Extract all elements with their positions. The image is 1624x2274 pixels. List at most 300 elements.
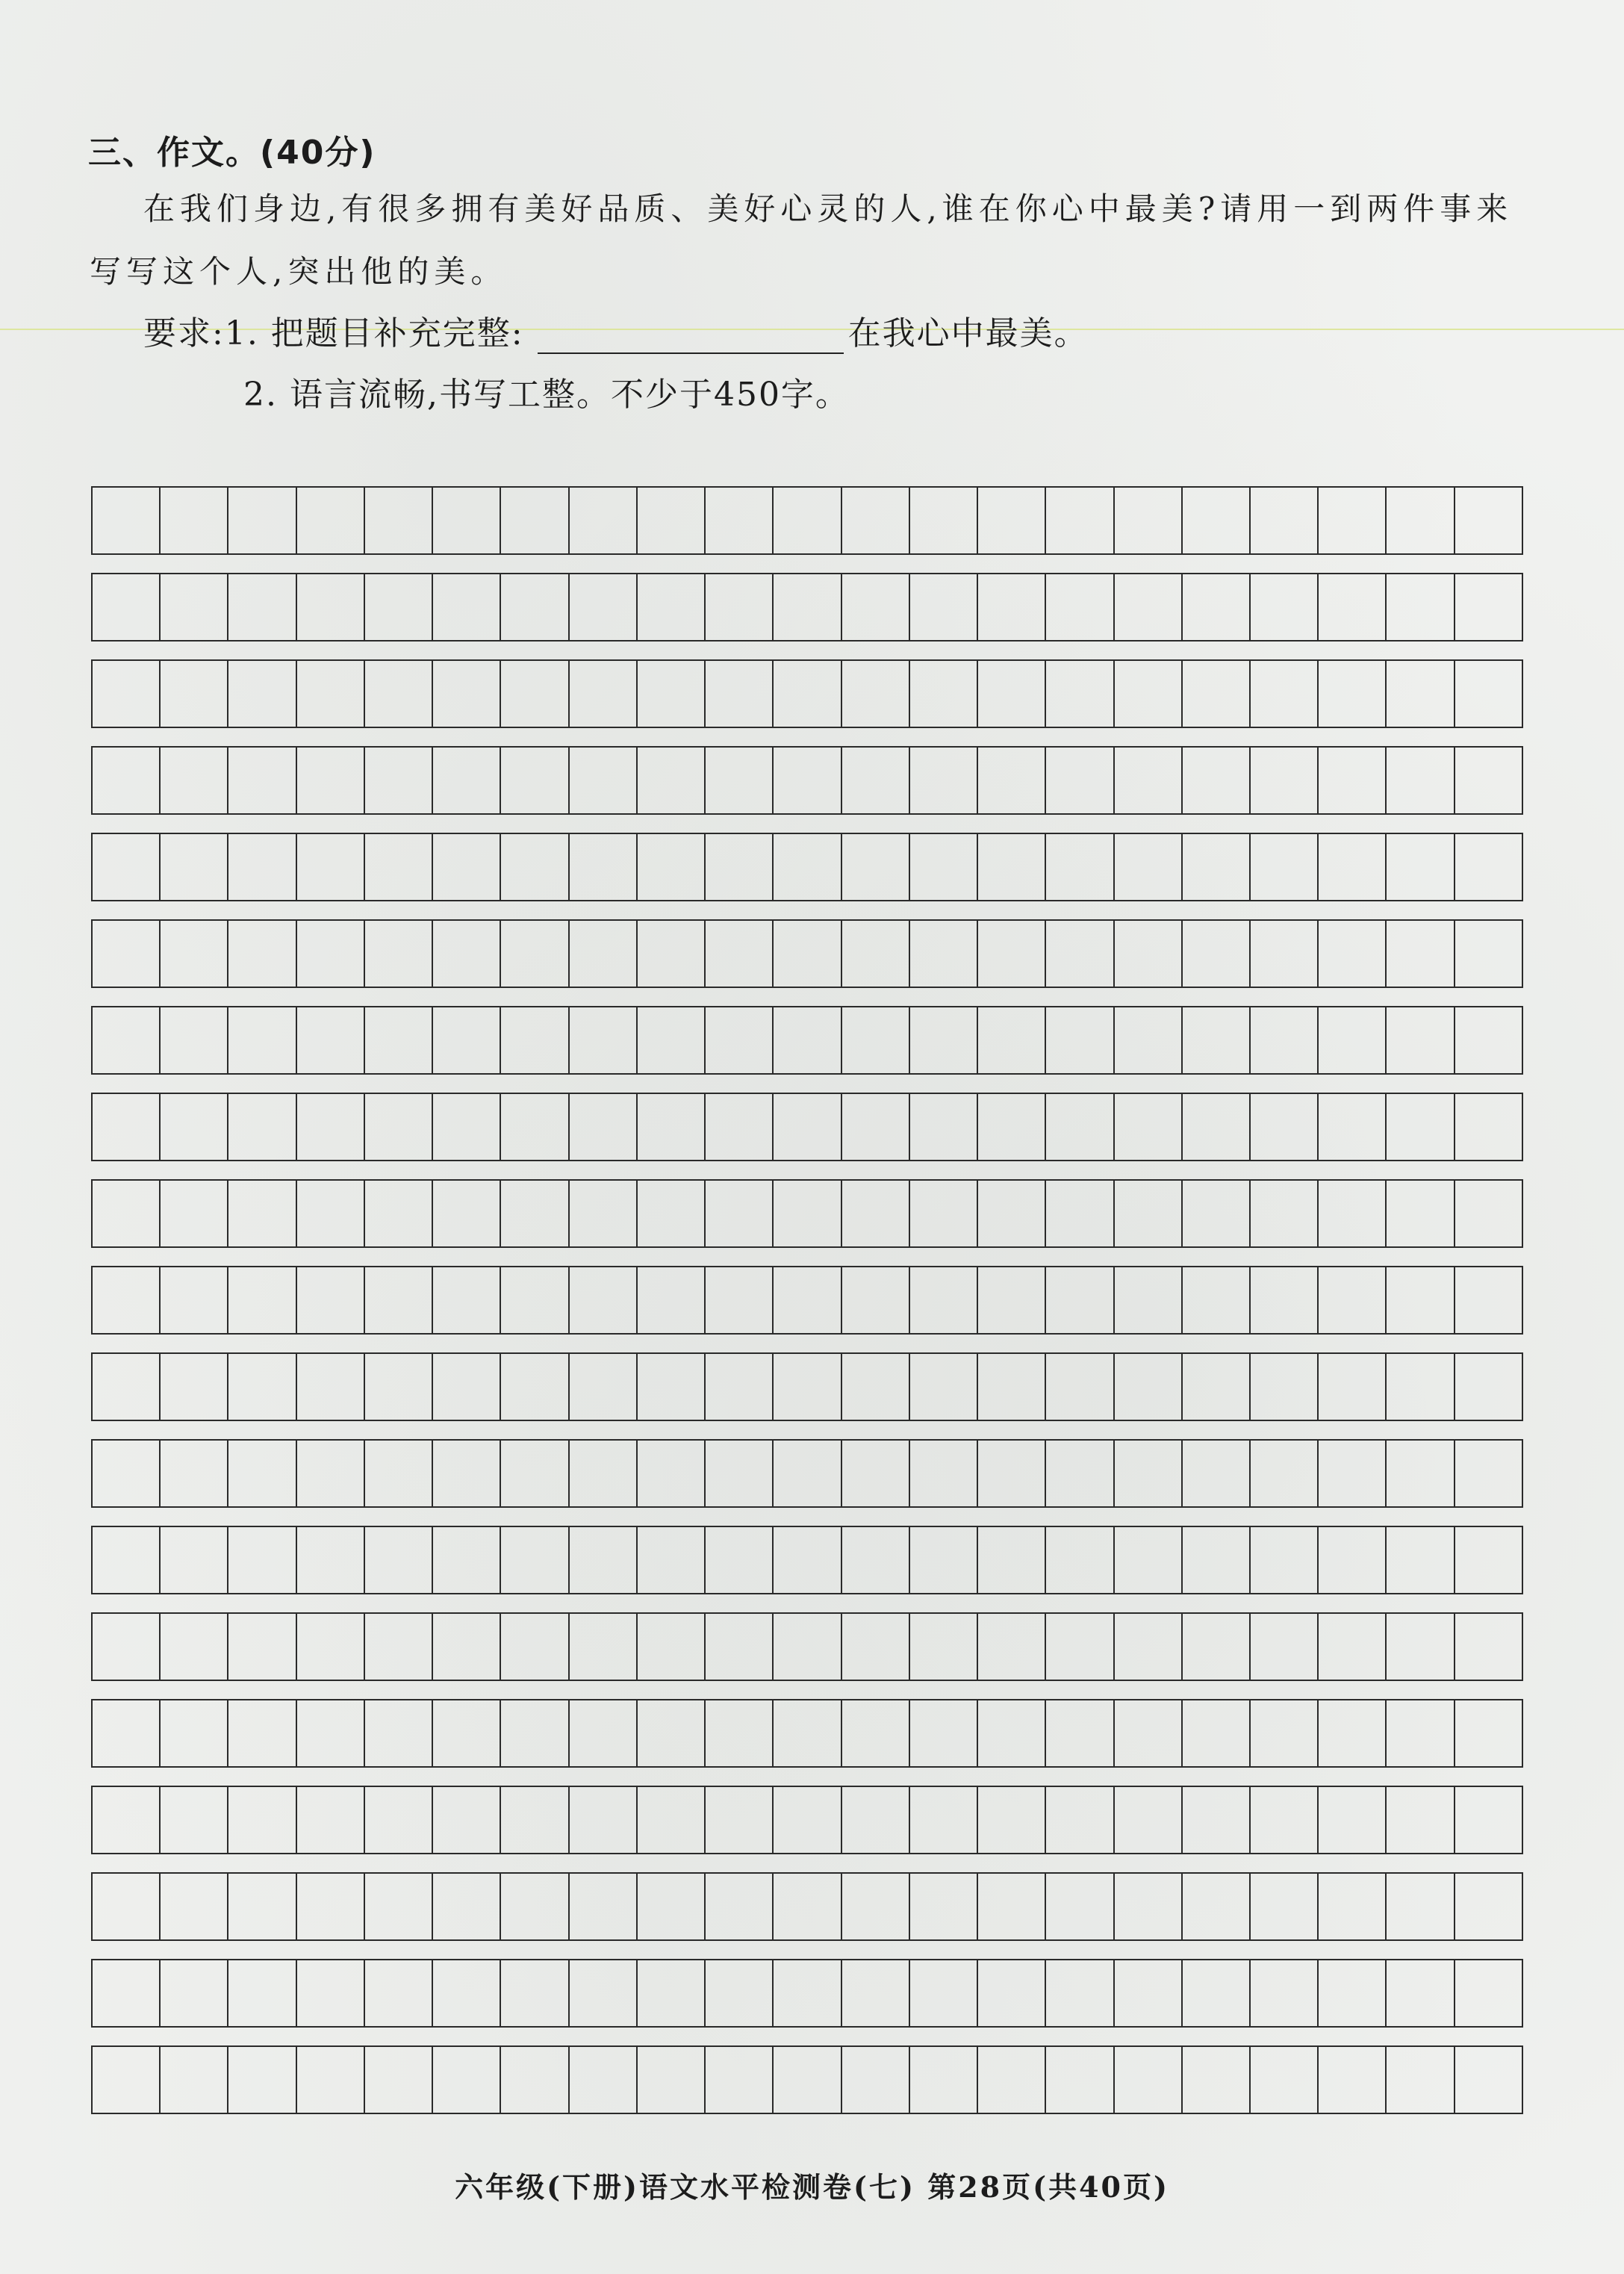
- grid-cell[interactable]: [842, 1094, 910, 1160]
- grid-cell[interactable]: [501, 661, 569, 727]
- grid-cell[interactable]: [1455, 748, 1522, 813]
- grid-cell[interactable]: [93, 834, 161, 900]
- grid-cell[interactable]: [638, 1441, 706, 1506]
- grid-cell[interactable]: [842, 1700, 910, 1766]
- grid-cell[interactable]: [365, 661, 433, 727]
- grid-cell[interactable]: [910, 1960, 978, 2026]
- grid-cell[interactable]: [638, 1614, 706, 1680]
- grid-cell[interactable]: [297, 2047, 365, 2113]
- grid-cell[interactable]: [1455, 1441, 1522, 1506]
- grid-cell[interactable]: [1387, 1527, 1455, 1593]
- grid-cell[interactable]: [1115, 1787, 1183, 1853]
- grid-cell[interactable]: [978, 1787, 1046, 1853]
- grid-cell[interactable]: [842, 1181, 910, 1246]
- grid-cell[interactable]: [706, 661, 774, 727]
- grid-cell[interactable]: [433, 2047, 501, 2113]
- grid-cell[interactable]: [638, 1354, 706, 1420]
- grid-cell[interactable]: [706, 488, 774, 553]
- grid-cell[interactable]: [161, 1007, 228, 1073]
- grid-cell[interactable]: [774, 661, 841, 727]
- grid-cell[interactable]: [774, 1354, 841, 1420]
- grid-cell[interactable]: [161, 661, 228, 727]
- grid-cell[interactable]: [1046, 1787, 1114, 1853]
- grid-cell[interactable]: [1455, 1787, 1522, 1853]
- grid-cell[interactable]: [1183, 1181, 1251, 1246]
- grid-cell[interactable]: [842, 2047, 910, 2113]
- grid-cell[interactable]: [1046, 1700, 1114, 1766]
- grid-cell[interactable]: [1046, 1527, 1114, 1593]
- grid-cell[interactable]: [1387, 1441, 1455, 1506]
- grid-cell[interactable]: [706, 1267, 774, 1333]
- grid-cell[interactable]: [93, 574, 161, 640]
- grid-cell[interactable]: [774, 1181, 841, 1246]
- grid-cell[interactable]: [638, 1267, 706, 1333]
- grid-cell[interactable]: [978, 1441, 1046, 1506]
- grid-cell[interactable]: [570, 488, 638, 553]
- grid-cell[interactable]: [570, 1441, 638, 1506]
- grid-cell[interactable]: [1387, 661, 1455, 727]
- grid-cell[interactable]: [228, 1007, 296, 1073]
- grid-cell[interactable]: [297, 1354, 365, 1420]
- grid-cell[interactable]: [501, 1094, 569, 1160]
- grid-cell[interactable]: [297, 1874, 365, 1939]
- grid-cell[interactable]: [1319, 1007, 1387, 1073]
- grid-cell[interactable]: [1046, 1007, 1114, 1073]
- grid-cell[interactable]: [161, 834, 228, 900]
- writing-grid[interactable]: [91, 486, 1523, 2132]
- grid-cell[interactable]: [1319, 1527, 1387, 1593]
- grid-cell[interactable]: [910, 1874, 978, 1939]
- grid-cell[interactable]: [1115, 2047, 1183, 2113]
- grid-cell[interactable]: [910, 1181, 978, 1246]
- grid-cell[interactable]: [1115, 574, 1183, 640]
- grid-cell[interactable]: [297, 661, 365, 727]
- grid-cell[interactable]: [1183, 1441, 1251, 1506]
- grid-cell[interactable]: [1115, 921, 1183, 987]
- grid-cell[interactable]: [228, 834, 296, 900]
- grid-cell[interactable]: [910, 1787, 978, 1853]
- grid-cell[interactable]: [1251, 574, 1319, 640]
- grid-cell[interactable]: [1251, 2047, 1319, 2113]
- grid-cell[interactable]: [1251, 1007, 1319, 1073]
- grid-cell[interactable]: [842, 1007, 910, 1073]
- grid-cell[interactable]: [706, 1614, 774, 1680]
- grid-cell[interactable]: [228, 1441, 296, 1506]
- grid-cell[interactable]: [161, 748, 228, 813]
- grid-cell[interactable]: [1251, 488, 1319, 553]
- grid-cell[interactable]: [774, 1007, 841, 1073]
- grid-cell[interactable]: [774, 1614, 841, 1680]
- grid-cell[interactable]: [501, 1700, 569, 1766]
- grid-cell[interactable]: [228, 1874, 296, 1939]
- grid-cell[interactable]: [161, 2047, 228, 2113]
- grid-cell[interactable]: [365, 1874, 433, 1939]
- grid-cell[interactable]: [1046, 748, 1114, 813]
- grid-cell[interactable]: [1251, 834, 1319, 900]
- grid-cell[interactable]: [570, 748, 638, 813]
- grid-cell[interactable]: [1387, 1614, 1455, 1680]
- grid-cell[interactable]: [570, 1787, 638, 1853]
- grid-cell[interactable]: [228, 748, 296, 813]
- grid-cell[interactable]: [297, 1441, 365, 1506]
- grid-cell[interactable]: [638, 1960, 706, 2026]
- grid-cell[interactable]: [433, 1874, 501, 1939]
- grid-cell[interactable]: [1455, 1181, 1522, 1246]
- grid-cell[interactable]: [1183, 748, 1251, 813]
- grid-cell[interactable]: [774, 488, 841, 553]
- grid-cell[interactable]: [1387, 748, 1455, 813]
- grid-cell[interactable]: [910, 748, 978, 813]
- grid-cell[interactable]: [161, 1441, 228, 1506]
- grid-cell[interactable]: [1183, 1354, 1251, 1420]
- grid-cell[interactable]: [228, 488, 296, 553]
- grid-cell[interactable]: [433, 1700, 501, 1766]
- grid-cell[interactable]: [228, 574, 296, 640]
- grid-cell[interactable]: [570, 1007, 638, 1073]
- grid-cell[interactable]: [638, 661, 706, 727]
- grid-cell[interactable]: [570, 1874, 638, 1939]
- grid-cell[interactable]: [297, 748, 365, 813]
- grid-cell[interactable]: [1115, 1094, 1183, 1160]
- grid-cell[interactable]: [297, 834, 365, 900]
- grid-cell[interactable]: [1319, 661, 1387, 727]
- grid-cell[interactable]: [1387, 1094, 1455, 1160]
- grid-cell[interactable]: [1115, 1527, 1183, 1593]
- grid-cell[interactable]: [774, 1874, 841, 1939]
- grid-cell[interactable]: [1387, 2047, 1455, 2113]
- grid-cell[interactable]: [1455, 1007, 1522, 1073]
- grid-cell[interactable]: [161, 1960, 228, 2026]
- grid-cell[interactable]: [1455, 1527, 1522, 1593]
- grid-cell[interactable]: [93, 748, 161, 813]
- grid-cell[interactable]: [501, 921, 569, 987]
- grid-cell[interactable]: [1319, 921, 1387, 987]
- grid-cell[interactable]: [638, 921, 706, 987]
- grid-cell[interactable]: [1455, 1960, 1522, 2026]
- grid-cell[interactable]: [842, 1874, 910, 1939]
- grid-cell[interactable]: [638, 1181, 706, 1246]
- grid-cell[interactable]: [978, 1181, 1046, 1246]
- grid-cell[interactable]: [638, 574, 706, 640]
- grid-cell[interactable]: [842, 834, 910, 900]
- grid-cell[interactable]: [228, 1700, 296, 1766]
- grid-cell[interactable]: [842, 1267, 910, 1333]
- grid-cell[interactable]: [910, 1094, 978, 1160]
- grid-cell[interactable]: [978, 1960, 1046, 2026]
- grid-cell[interactable]: [706, 1094, 774, 1160]
- grid-cell[interactable]: [297, 1700, 365, 1766]
- grid-cell[interactable]: [297, 1787, 365, 1853]
- grid-cell[interactable]: [1251, 1181, 1319, 1246]
- grid-cell[interactable]: [501, 1007, 569, 1073]
- grid-cell[interactable]: [93, 921, 161, 987]
- grid-cell[interactable]: [638, 2047, 706, 2113]
- grid-cell[interactable]: [1183, 1007, 1251, 1073]
- grid-cell[interactable]: [1387, 1960, 1455, 2026]
- grid-cell[interactable]: [1319, 488, 1387, 553]
- grid-cell[interactable]: [842, 1614, 910, 1680]
- grid-cell[interactable]: [706, 1007, 774, 1073]
- grid-cell[interactable]: [978, 1614, 1046, 1680]
- grid-cell[interactable]: [1046, 488, 1114, 553]
- grid-cell[interactable]: [1455, 1354, 1522, 1420]
- grid-cell[interactable]: [433, 1787, 501, 1853]
- grid-cell[interactable]: [501, 574, 569, 640]
- grid-cell[interactable]: [1455, 1874, 1522, 1939]
- grid-cell[interactable]: [774, 1787, 841, 1853]
- grid-cell[interactable]: [842, 1354, 910, 1420]
- grid-cell[interactable]: [1319, 1700, 1387, 1766]
- grid-cell[interactable]: [842, 1441, 910, 1506]
- grid-cell[interactable]: [297, 574, 365, 640]
- grid-cell[interactable]: [1319, 1181, 1387, 1246]
- grid-cell[interactable]: [501, 1960, 569, 2026]
- grid-cell[interactable]: [433, 834, 501, 900]
- grid-cell[interactable]: [501, 1181, 569, 1246]
- grid-cell[interactable]: [1183, 2047, 1251, 2113]
- grid-cell[interactable]: [1183, 834, 1251, 900]
- grid-cell[interactable]: [1183, 1700, 1251, 1766]
- grid-cell[interactable]: [228, 1614, 296, 1680]
- grid-cell[interactable]: [501, 748, 569, 813]
- grid-cell[interactable]: [1455, 2047, 1522, 2113]
- grid-cell[interactable]: [1387, 1874, 1455, 1939]
- grid-cell[interactable]: [842, 921, 910, 987]
- grid-cell[interactable]: [1387, 921, 1455, 987]
- grid-cell[interactable]: [570, 1960, 638, 2026]
- grid-cell[interactable]: [1115, 488, 1183, 553]
- grid-cell[interactable]: [161, 1094, 228, 1160]
- grid-cell[interactable]: [842, 488, 910, 553]
- grid-cell[interactable]: [638, 748, 706, 813]
- grid-cell[interactable]: [570, 1181, 638, 1246]
- grid-cell[interactable]: [93, 1614, 161, 1680]
- grid-cell[interactable]: [1251, 1787, 1319, 1853]
- grid-cell[interactable]: [978, 748, 1046, 813]
- grid-cell[interactable]: [706, 1181, 774, 1246]
- grid-cell[interactable]: [774, 574, 841, 640]
- grid-cell[interactable]: [93, 1007, 161, 1073]
- grid-cell[interactable]: [501, 1874, 569, 1939]
- grid-cell[interactable]: [1115, 1267, 1183, 1333]
- grid-cell[interactable]: [1387, 488, 1455, 553]
- grid-cell[interactable]: [1319, 2047, 1387, 2113]
- grid-cell[interactable]: [1183, 1267, 1251, 1333]
- grid-cell[interactable]: [1046, 1874, 1114, 1939]
- grid-cell[interactable]: [297, 1614, 365, 1680]
- grid-cell[interactable]: [978, 661, 1046, 727]
- grid-cell[interactable]: [706, 1354, 774, 1420]
- grid-cell[interactable]: [501, 1787, 569, 1853]
- grid-cell[interactable]: [433, 1354, 501, 1420]
- grid-cell[interactable]: [774, 1094, 841, 1160]
- grid-cell[interactable]: [93, 2047, 161, 2113]
- grid-cell[interactable]: [1319, 1960, 1387, 2026]
- grid-cell[interactable]: [1455, 574, 1522, 640]
- grid-cell[interactable]: [1115, 1441, 1183, 1506]
- grid-cell[interactable]: [638, 488, 706, 553]
- grid-cell[interactable]: [978, 834, 1046, 900]
- grid-cell[interactable]: [638, 1700, 706, 1766]
- grid-cell[interactable]: [1251, 1527, 1319, 1593]
- grid-cell[interactable]: [1115, 1181, 1183, 1246]
- grid-cell[interactable]: [93, 661, 161, 727]
- grid-cell[interactable]: [1455, 1700, 1522, 1766]
- grid-cell[interactable]: [1046, 1181, 1114, 1246]
- grid-cell[interactable]: [774, 1960, 841, 2026]
- grid-cell[interactable]: [1319, 1787, 1387, 1853]
- grid-cell[interactable]: [1115, 1700, 1183, 1766]
- grid-cell[interactable]: [1115, 1960, 1183, 2026]
- grid-cell[interactable]: [93, 1267, 161, 1333]
- grid-cell[interactable]: [297, 1181, 365, 1246]
- grid-cell[interactable]: [910, 1007, 978, 1073]
- grid-cell[interactable]: [1387, 1700, 1455, 1766]
- grid-cell[interactable]: [1046, 1094, 1114, 1160]
- grid-cell[interactable]: [978, 1527, 1046, 1593]
- grid-cell[interactable]: [1319, 1441, 1387, 1506]
- grid-cell[interactable]: [433, 661, 501, 727]
- grid-cell[interactable]: [365, 2047, 433, 2113]
- grid-cell[interactable]: [1251, 1700, 1319, 1766]
- grid-cell[interactable]: [1319, 1354, 1387, 1420]
- grid-cell[interactable]: [1183, 1614, 1251, 1680]
- grid-cell[interactable]: [910, 1700, 978, 1766]
- grid-cell[interactable]: [161, 1527, 228, 1593]
- grid-cell[interactable]: [365, 1007, 433, 1073]
- grid-cell[interactable]: [978, 921, 1046, 987]
- grid-cell[interactable]: [1183, 1874, 1251, 1939]
- grid-cell[interactable]: [910, 661, 978, 727]
- grid-cell[interactable]: [1115, 834, 1183, 900]
- grid-cell[interactable]: [501, 1614, 569, 1680]
- grid-cell[interactable]: [1455, 488, 1522, 553]
- grid-cell[interactable]: [910, 574, 978, 640]
- grid-cell[interactable]: [433, 1527, 501, 1593]
- grid-cell[interactable]: [774, 2047, 841, 2113]
- grid-cell[interactable]: [297, 488, 365, 553]
- grid-cell[interactable]: [1251, 921, 1319, 987]
- grid-cell[interactable]: [774, 748, 841, 813]
- grid-cell[interactable]: [93, 1354, 161, 1420]
- grid-cell[interactable]: [501, 1267, 569, 1333]
- grid-cell[interactable]: [638, 1094, 706, 1160]
- grid-cell[interactable]: [910, 1354, 978, 1420]
- grid-cell[interactable]: [228, 1787, 296, 1853]
- grid-cell[interactable]: [1046, 834, 1114, 900]
- grid-cell[interactable]: [1115, 1354, 1183, 1420]
- grid-cell[interactable]: [1115, 1874, 1183, 1939]
- grid-cell[interactable]: [161, 1614, 228, 1680]
- grid-cell[interactable]: [638, 1007, 706, 1073]
- grid-cell[interactable]: [910, 921, 978, 987]
- grid-cell[interactable]: [365, 1527, 433, 1593]
- grid-cell[interactable]: [365, 488, 433, 553]
- grid-cell[interactable]: [161, 1700, 228, 1766]
- grid-cell[interactable]: [1251, 1441, 1319, 1506]
- grid-cell[interactable]: [910, 1441, 978, 1506]
- grid-cell[interactable]: [228, 1181, 296, 1246]
- grid-cell[interactable]: [1319, 834, 1387, 900]
- grid-cell[interactable]: [774, 1267, 841, 1333]
- grid-cell[interactable]: [842, 1527, 910, 1593]
- grid-cell[interactable]: [433, 1267, 501, 1333]
- grid-cell[interactable]: [1251, 661, 1319, 727]
- grid-cell[interactable]: [1319, 1874, 1387, 1939]
- grid-cell[interactable]: [1455, 921, 1522, 987]
- grid-cell[interactable]: [706, 1960, 774, 2026]
- grid-cell[interactable]: [501, 2047, 569, 2113]
- grid-cell[interactable]: [1046, 1441, 1114, 1506]
- grid-cell[interactable]: [638, 1874, 706, 1939]
- grid-cell[interactable]: [93, 1527, 161, 1593]
- grid-cell[interactable]: [978, 1700, 1046, 1766]
- grid-cell[interactable]: [706, 1700, 774, 1766]
- grid-cell[interactable]: [1046, 1354, 1114, 1420]
- grid-cell[interactable]: [1046, 661, 1114, 727]
- grid-cell[interactable]: [433, 1181, 501, 1246]
- grid-cell[interactable]: [1046, 1267, 1114, 1333]
- grid-cell[interactable]: [638, 834, 706, 900]
- grid-cell[interactable]: [1387, 1787, 1455, 1853]
- grid-cell[interactable]: [1455, 834, 1522, 900]
- grid-cell[interactable]: [365, 921, 433, 987]
- grid-cell[interactable]: [570, 1267, 638, 1333]
- grid-cell[interactable]: [365, 1354, 433, 1420]
- grid-cell[interactable]: [638, 1787, 706, 1853]
- grid-cell[interactable]: [433, 574, 501, 640]
- grid-cell[interactable]: [1251, 1094, 1319, 1160]
- grid-cell[interactable]: [570, 1700, 638, 1766]
- grid-cell[interactable]: [433, 1960, 501, 2026]
- grid-cell[interactable]: [365, 574, 433, 640]
- grid-cell[interactable]: [978, 2047, 1046, 2113]
- grid-cell[interactable]: [706, 2047, 774, 2113]
- grid-cell[interactable]: [365, 1614, 433, 1680]
- grid-cell[interactable]: [910, 1614, 978, 1680]
- grid-cell[interactable]: [93, 1787, 161, 1853]
- grid-cell[interactable]: [501, 1441, 569, 1506]
- grid-cell[interactable]: [365, 1181, 433, 1246]
- grid-cell[interactable]: [1046, 574, 1114, 640]
- grid-cell[interactable]: [774, 1700, 841, 1766]
- grid-cell[interactable]: [365, 1787, 433, 1853]
- grid-cell[interactable]: [228, 1094, 296, 1160]
- grid-cell[interactable]: [501, 1527, 569, 1593]
- grid-cell[interactable]: [842, 748, 910, 813]
- grid-cell[interactable]: [1319, 574, 1387, 640]
- grid-cell[interactable]: [501, 1354, 569, 1420]
- grid-cell[interactable]: [570, 1094, 638, 1160]
- grid-cell[interactable]: [1319, 1094, 1387, 1160]
- grid-cell[interactable]: [978, 574, 1046, 640]
- grid-cell[interactable]: [228, 1960, 296, 2026]
- grid-cell[interactable]: [501, 834, 569, 900]
- grid-cell[interactable]: [842, 661, 910, 727]
- grid-cell[interactable]: [1183, 1094, 1251, 1160]
- grid-cell[interactable]: [706, 748, 774, 813]
- grid-cell[interactable]: [910, 834, 978, 900]
- grid-cell[interactable]: [433, 748, 501, 813]
- grid-cell[interactable]: [228, 1527, 296, 1593]
- grid-cell[interactable]: [1387, 1354, 1455, 1420]
- grid-cell[interactable]: [161, 574, 228, 640]
- grid-cell[interactable]: [978, 1094, 1046, 1160]
- grid-cell[interactable]: [93, 1181, 161, 1246]
- grid-cell[interactable]: [1046, 1614, 1114, 1680]
- grid-cell[interactable]: [93, 1094, 161, 1160]
- grid-cell[interactable]: [228, 921, 296, 987]
